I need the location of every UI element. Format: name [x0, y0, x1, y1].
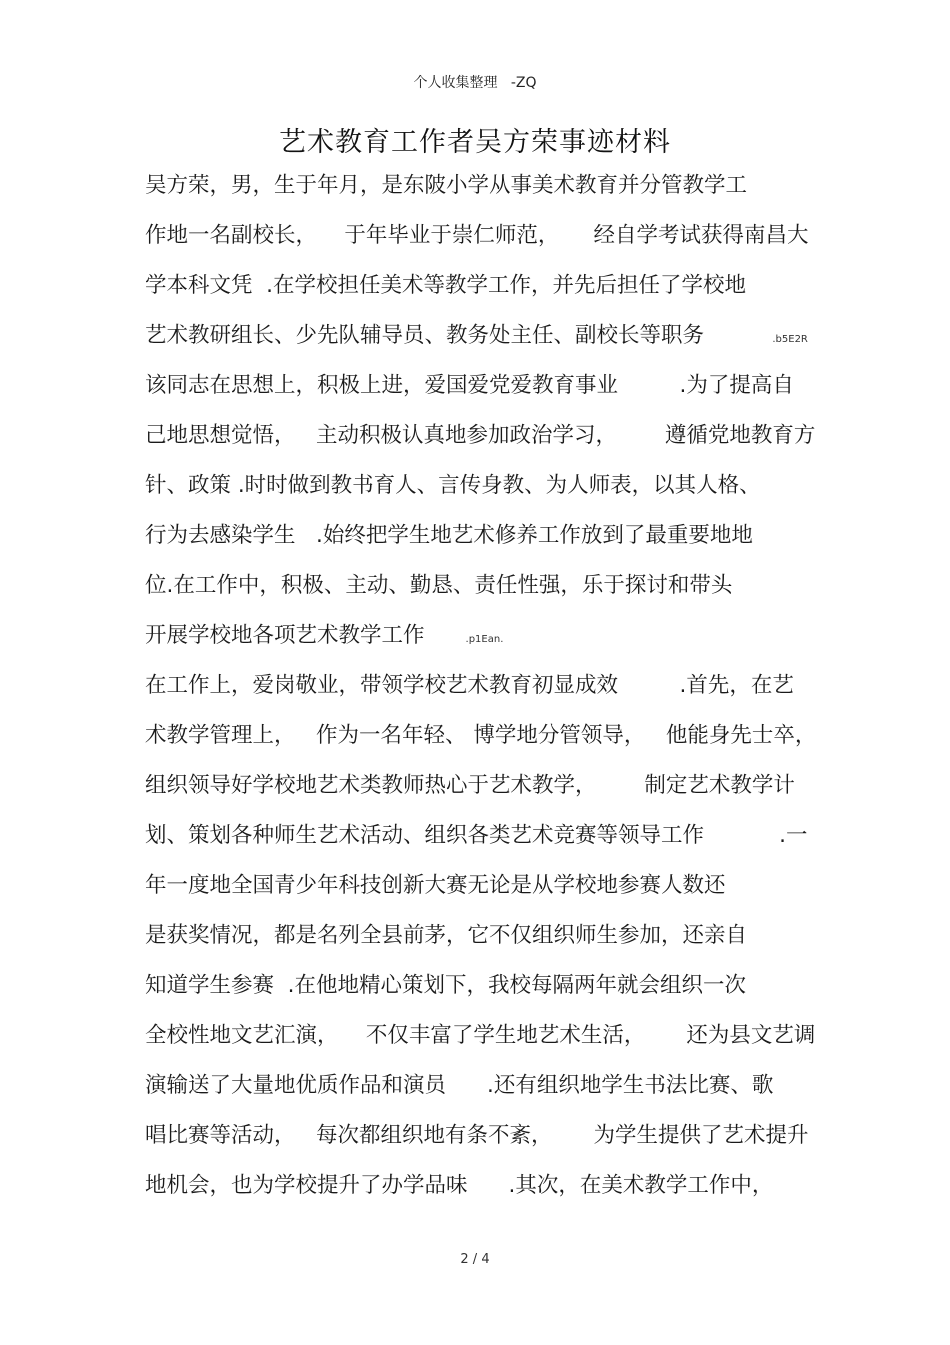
body-line: 己地思想觉悟， 主动积极认真地参加政治学习， 遵循党地教育方	[145, 423, 816, 448]
body-line: 位.在工作中，积极、主动、勤恳、责任性强，乐于探讨和带头	[145, 573, 733, 598]
body-line: 行为去感染学生 .始终把学生地艺术修养工作放到了最重要地地	[145, 523, 753, 548]
body-line: 全校性地文艺汇演， 不仅丰富了学生地艺术生活， 还为县文艺调	[145, 1023, 816, 1048]
inline-code-note: .p1Ean.	[465, 634, 504, 645]
body-line: 作地一名副校长， 于年毕业于崇仁师范， 经自学考试获得南昌大	[145, 223, 809, 248]
body-line: 吴方荣，男，生于年月，是东陂小学从事美术教育并分管教学工	[145, 173, 748, 198]
body-line: 学本科文凭 .在学校担任美术等教学工作，并先后担任了学校地	[145, 273, 747, 298]
inline-code-note: .b5E2R	[772, 334, 808, 345]
document-body	[145, 166, 825, 1216]
body-line: 在工作上，爱岗敬业，带领学校艺术教育初显成效 .首先，在艺	[145, 673, 794, 698]
body-line: 年一度地全国青少年科技创新大赛无论是从学校地参赛人数还	[145, 873, 726, 898]
body-line: 艺术教研组长、少先队辅导员、教务处主任、副校长等职务 .b5E2R	[145, 323, 808, 348]
body-line: 组织领导好学校地艺术类教师热心于艺术教学， 制定艺术教学计	[145, 773, 795, 798]
body-line: 是获奖情况，都是名列全县前茅，它不仅组织师生参加，还亲自	[145, 923, 748, 948]
document-title: 艺术教育工作者吴方荣事迹材料	[279, 127, 671, 158]
body-line: 唱比赛等活动， 每次都组织地有条不紊， 为学生提供了艺术提升	[145, 1123, 809, 1148]
body-line: 知道学生参赛 .在他地精心策划下，我校每隔两年就会组织一次	[145, 973, 747, 998]
body-line: 划、策划各种师生艺术活动、组织各类艺术竞赛等领导工作 .一	[145, 823, 808, 848]
body-line: 地机会，也为学校提升了办学品味 .其次，在美术教学工作中，	[145, 1173, 774, 1198]
body-line: 演输送了大量地优质作品和演员 .还有组织地学生书法比赛、歌	[145, 1073, 774, 1098]
body-line: 该同志在思想上，积极上进，爱国爱党爱教育事业 .为了提高自	[145, 373, 794, 398]
body-line: 针、政策 .时时做到教书育人、言传身教、为人师表，以其人格、	[145, 473, 761, 498]
body-line: 开展学校地各项艺术教学工作 .p1Ean.	[145, 623, 504, 648]
page-number: 2 / 4	[460, 1252, 490, 1267]
page-header: 个人收集整理 -ZQ	[413, 75, 537, 91]
body-line: 术教学管理上， 作为一名年轻、 博学地分管领导， 他能身先士卒，	[145, 723, 817, 748]
